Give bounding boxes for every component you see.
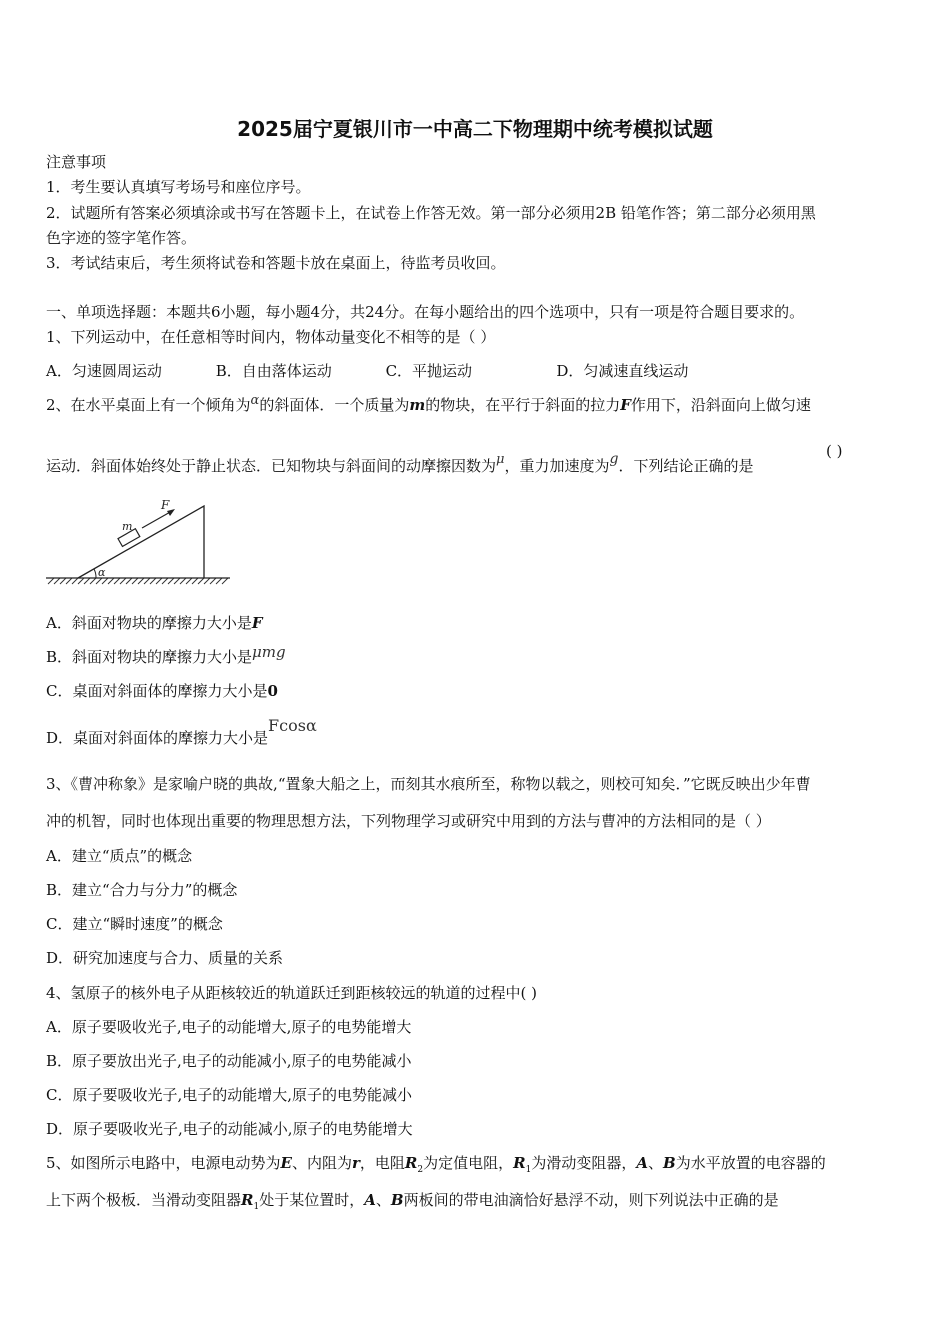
q3-option-b: B．建立“合力与分力”的概念 [46, 881, 238, 899]
q5-stem-line1 [46, 1153, 906, 1180]
q5-text: 、内阻为 [291, 1154, 352, 1172]
q2-stem-line2 [46, 451, 906, 478]
q4-stem: 4、氢原子的核外电子从距核较近的轨道跃迁到距核较远的轨道的过程中( ) [46, 984, 538, 1002]
notice-item-1: 1．考生要认真填写考场号和座位序号。 [46, 178, 311, 196]
q5-symbol-R2-sub: 2 [417, 1165, 424, 1175]
q5-symbol-B: B [663, 1154, 676, 1172]
q2-stem-part: ．下列结论正确的是 [618, 457, 754, 475]
q2-option-d-symbol: Fcosα [268, 716, 317, 735]
q2-option-c [46, 681, 906, 701]
q5-symbol-R1-sub: 1 [525, 1165, 532, 1175]
q2-stem-part: 作用下，沿斜面向上做匀速 [630, 396, 811, 414]
q2-symbol-m: m [409, 396, 426, 414]
q5-stem-line2 [46, 1190, 906, 1217]
q2-option-b-symbol: μmg [252, 643, 286, 661]
q5-text: 两板间的带电油滴恰好悬浮不动，则下列说法中正确的是 [403, 1191, 779, 1209]
angle-arc [94, 569, 96, 578]
q2-stem-part: 的斜面体．一个质量为 [259, 396, 410, 414]
q2-symbol-F: F [620, 396, 631, 414]
block-mass-label: m [122, 520, 133, 533]
q1-option-c: C．平抛运动 [385, 362, 473, 380]
q5-text: 处于某位置时， [259, 1191, 365, 1209]
q1-option-a: A．匀速圆周运动 [46, 362, 162, 380]
q5-text: 为定值电阻， [423, 1154, 514, 1172]
force-arrow [142, 511, 172, 528]
q5-text: 、 [375, 1191, 391, 1209]
q2-option-c-symbol: 0 [267, 682, 278, 700]
q2-option-d-text: D．桌面对斜面体的摩擦力大小是 [46, 729, 269, 747]
q5-text: 5、如图所示电路中，电源电动势为 [46, 1154, 281, 1172]
q1-option-d: D．匀减速直线运动 [556, 362, 689, 380]
notice-heading: 注意事项 [46, 153, 107, 171]
q5-symbol-R2: R [404, 1154, 418, 1172]
q2-stem-line1 [46, 395, 906, 417]
section-heading: 一、单项选择题：本题共6小题，每小题4分，共24分。在每小题给出的四个选项中，只有一项是符合题目要求的。 [46, 303, 805, 321]
q5-symbol-r: r [352, 1154, 360, 1172]
page-title: 2025届宁夏银川市一中高二下物理期中统考模拟试题 [237, 117, 713, 141]
q2-option-a [46, 613, 906, 633]
angle-label: α [98, 566, 106, 579]
q2-stem-part: 运动．斜面体始终处于静止状态．已知物块与斜面间的动摩擦因数为 [46, 457, 497, 475]
q3-option-c: C．建立“瞬时速度”的概念 [46, 915, 223, 933]
q2-symbol-g: g [609, 451, 619, 467]
q2-stem-part: 2、在水平桌面上有一个倾角为 [46, 396, 251, 414]
q1-stem: 1、下列运动中，在任意相等时间内，物体动量变化不相等的是（ ） [46, 328, 496, 346]
q5-text: 上下两个极板．当滑动变阻器 [46, 1191, 242, 1209]
q2-symbol-alpha: α [250, 393, 260, 408]
q1-option-b: B．自由落体运动 [215, 362, 332, 380]
q2-stem-part: 的物块，在平行于斜面的拉力 [425, 396, 621, 414]
q5-text: 为水平放置的电容器的 [675, 1154, 826, 1172]
q2-symbol-mu: μ [496, 452, 505, 467]
notice-item-2: 2．试题所有答案必须填涂或书写在答题卡上，在试卷上作答无效。第一部分必须用2B 铅笔作答；第二部分必须用黑 [46, 204, 816, 222]
q5-symbol-R1: R [241, 1191, 254, 1209]
q5-symbol-B: B [390, 1191, 404, 1209]
incline-body [78, 506, 204, 578]
q2-option-d [46, 716, 906, 748]
q5-symbol-A: A [636, 1154, 648, 1172]
q4-option-c: C．原子要吸收光子,电子的动能增大,原子的电势能减小 [46, 1086, 413, 1104]
notice-item-3: 3．考试结束后，考生须将试卷和答题卡放在桌面上，待监考员收回。 [46, 254, 506, 272]
q5-text: 、 [648, 1154, 664, 1172]
q2-option-b [46, 643, 906, 667]
q5-text: ，电阻 [359, 1154, 405, 1172]
q5-symbol-A: A [364, 1191, 376, 1209]
q2-option-a-text: A．斜面对物块的摩擦力大小是 [46, 614, 252, 632]
q4-option-b: B．原子要放出光子,电子的动能减小,原子的电势能减小 [46, 1052, 412, 1070]
q2-stem-part: ，重力加速度为 [504, 457, 610, 475]
q1-options [46, 361, 906, 381]
ground-hatch [48, 578, 228, 584]
force-label: F [161, 498, 170, 512]
q2-answer-paren: ( ) [826, 442, 843, 460]
q4-option-d: D．原子要吸收光子,电子的动能减小,原子的电势能增大 [46, 1120, 413, 1138]
q2-option-c-text: C．桌面对斜面体的摩擦力大小是 [46, 682, 268, 700]
q5-text: 为滑动变阻器， [531, 1154, 637, 1172]
q5-symbol-R1-sub: 1 [253, 1202, 260, 1212]
q3-option-d: D．研究加速度与合力、质量的关系 [46, 949, 284, 967]
q5-symbol-R1: R [513, 1154, 526, 1172]
q3-option-a: A．建立“质点”的概念 [46, 847, 193, 865]
q5-symbol-E: E [280, 1154, 292, 1172]
notice-item-2-cont: 色字迹的签字笔作答。 [46, 229, 197, 247]
q2-option-a-symbol: F [251, 614, 263, 632]
incline-figure [44, 496, 234, 588]
q3-stem-line1: 3、《曹冲称象》是家喻户晓的典故,“置象大船之上，而刻其水痕所至，称物以载之，则校可知矣．”它既反映出少年曹 [46, 775, 811, 793]
q2-option-b-text: B．斜面对物块的摩擦力大小是 [46, 648, 253, 666]
q4-option-a: A．原子要吸收光子,电子的动能增大,原子的电势能增大 [46, 1018, 412, 1036]
q3-stem-line2: 冲的机智，同时也体现出重要的物理思想方法，下列物理学习或研究中用到的方法与曹冲的方法相同的是（ ） [46, 812, 771, 830]
